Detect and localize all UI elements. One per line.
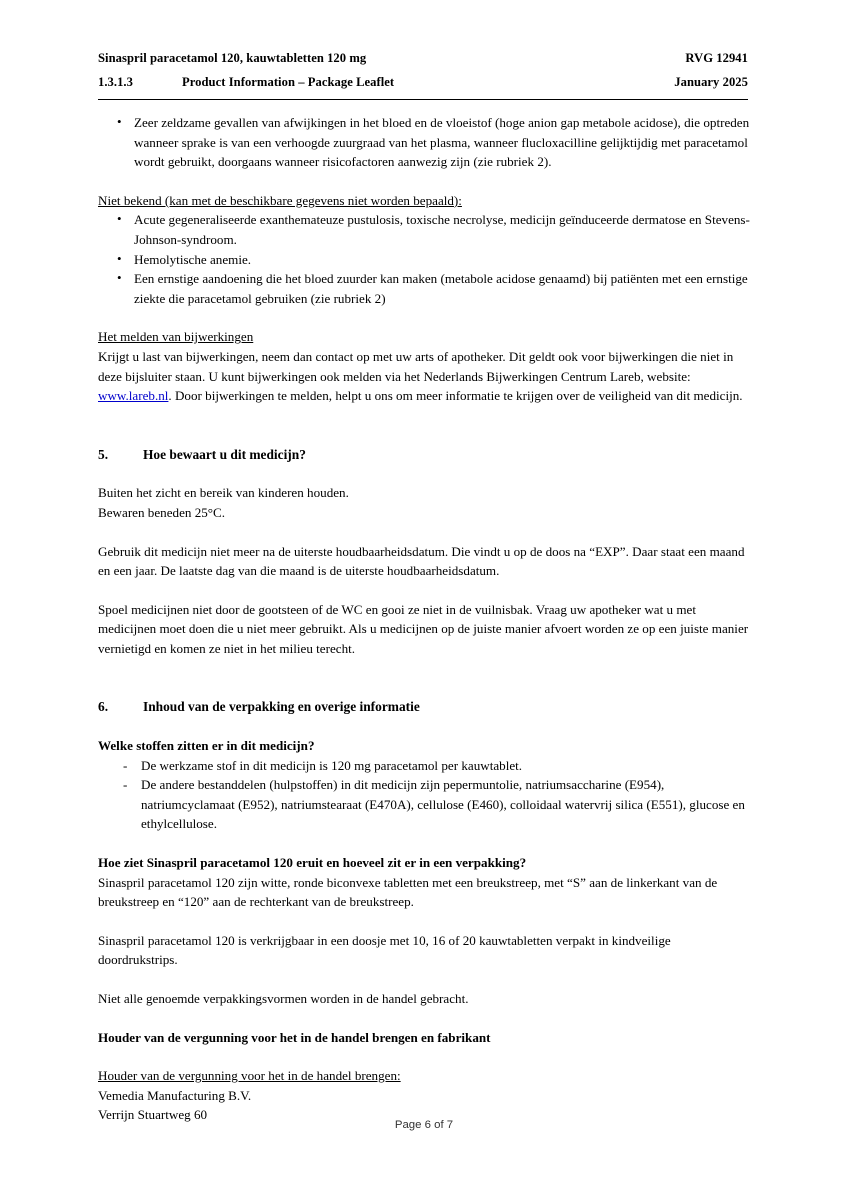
section-6-title: Inhoud van de verpakking en overige informatie <box>143 699 420 715</box>
section-5-number: 5. <box>98 446 109 462</box>
section-6-number: 6. <box>98 699 109 715</box>
substances-list <box>98 756 750 834</box>
appearance-text: Sinaspril paracetamol 120 zijn witte, ronde biconvexe tabletten met een breukstreep, met “S” aan de linkerkant van de breukstreep en “120” aan de rechterkant van de breukstreep. <box>98 874 718 910</box>
document-body <box>98 113 750 1125</box>
spacer <box>98 523 750 542</box>
spacer <box>98 308 750 327</box>
spacer <box>98 581 750 600</box>
spacer <box>98 406 750 445</box>
unknown-frequency-list <box>98 210 750 308</box>
header-row-doc <box>98 72 748 92</box>
holder-sub-heading: Houder van de vergunning voor het in de handel brengen: <box>98 1068 401 1084</box>
document-header <box>98 48 748 92</box>
spacer <box>98 717 750 736</box>
spacer <box>98 1047 750 1066</box>
storage-line-1: Buiten het zicht en bereik van kinderen houden. <box>98 485 349 501</box>
spacer <box>98 172 750 191</box>
header-divider <box>98 99 748 100</box>
unknown-frequency-heading: Niet bekend (kan met de beschikbare gegevens niet worden bepaald): <box>98 192 462 208</box>
reporting-side-effects-text <box>98 347 750 406</box>
lareb-website-link[interactable]: www.lareb.nl <box>98 388 169 404</box>
list-item: • Acute gegeneraliseerde exanthemateuze pustulosis, toxische necrolyse, medicijn geïnduceerde dermatose en Stevens-Johnson-syndroom. <box>98 210 750 249</box>
header-document-code: 1.3.1.3 <box>98 75 133 89</box>
rare-cases-list <box>98 113 750 172</box>
appearance-heading: Hoe ziet Sinaspril paracetamol 120 eruit en hoeveel zit er in een verpakking? <box>98 855 527 871</box>
page-number-label: Page 6 of 7 <box>394 1119 454 1131</box>
section-5-heading <box>98 445 750 465</box>
holder-heading: Houder van de vergunning voor het in de handel brengen en fabrikant <box>98 1029 491 1045</box>
spacer <box>98 464 750 483</box>
spacer <box>98 970 750 989</box>
spacer <box>98 912 750 931</box>
list-item: - De andere bestanddelen (hulpstoffen) in dit medicijn zijn pepermuntolie, natriumsaccharine (E954), natriumcyclamaat (E952), natriumstearaat (E470A), cellulose (E460), colloidaal watervrij silica (E551), glucose en ethylcellulose. <box>98 775 750 834</box>
section-5-title: Hoe bewaart u dit medicijn? <box>143 446 306 462</box>
document-footer <box>0 1119 848 1131</box>
expiry-paragraph: Gebruik dit medicijn niet meer na de uiterste houdbaarheidsdatum. Die vindt u op de doos na “EXP”. Daar staat een maand en een jaar. De laatste dag van die maand is de uiterste houdbaarheidsdatum. <box>98 543 745 579</box>
spacer <box>98 658 750 697</box>
spacer <box>98 834 750 853</box>
header-row-product <box>98 48 748 68</box>
storage-line-2: Bewaren beneden 25°C. <box>98 504 226 520</box>
holder-company-name: Vemedia Manufacturing B.V. <box>98 1087 252 1103</box>
holder-address: Verrijn Stuartweg 60 <box>98 1107 208 1123</box>
disposal-paragraph: Spoel medicijnen niet door de gootsteen of de WC en gooi ze niet in de vuilnisbak. Vraag uw apotheker wat u met medicijnen moet doen die u niet meer gebruikt. Als u medicijnen op de juiste manier afvoert worden ze op een juiste manier vernietigd en komen ze niet in het milieu terecht. <box>98 601 749 656</box>
header-rvg-number: RVG 12941 <box>685 51 748 65</box>
substances-heading: Welke stoffen zitten er in dit medicijn? <box>98 738 315 754</box>
list-item: • Een ernstige aandoening die het bloed zuurder kan maken (metabole acidose genaamd) bij patiënten met een ernstige ziekte die paracetamol gebruiken (zie rubriek 2) <box>98 269 750 308</box>
header-product-name: Sinaspril paracetamol 120, kauwtabletten 120 mg <box>98 51 367 65</box>
list-item: • Zeer zeldzame gevallen van afwijkingen in het bloed en de vloeistof (hoge anion gap metabole acidose), die optreden wanneer sprake is van een verhoogde zuurgraad van het plasma, wanneer flucloxacilline gelijktijdig met paracetamol wordt gebruikt, doorgaans wanneer risicofactoren aanwezig zijn (zie rubriek 2). <box>98 113 750 172</box>
header-date: January 2025 <box>674 75 748 89</box>
packaging-text: Sinaspril paracetamol 120 is verkrijgbaar in een doosje met 10, 16 of 20 kauwtabletten verpakt in kindveilige doordrukstrips. <box>98 932 671 968</box>
reporting-side-effects-heading: Het melden van bijwerkingen <box>98 329 254 345</box>
list-item: • Hemolytische anemie. <box>98 250 750 270</box>
reporting-text-after-link: . Door bijwerkingen te melden, helpt u ons om meer informatie te krijgen over de veiligheid van dit medicijn. <box>168 388 743 404</box>
spacer <box>98 1009 750 1028</box>
header-document-type: Product Information – Package Leaflet <box>182 75 395 89</box>
not-all-packaging-text: Niet alle genoemde verpakkingsvormen worden in de handel gebracht. <box>98 991 469 1006</box>
reporting-text-before-link: Krijgt u last van bijwerkingen, neem dan contact op met uw arts of apotheker. Dit geldt ook voor bijwerkingen die niet in deze bijsluiter staan. U kunt bijwerkingen ook melden via het Nederlands Bijwerkingen Centrum Lareb, website: <box>98 348 734 384</box>
list-item: - De werkzame stof in dit medicijn is 120 mg paracetamol per kauwtablet. <box>98 756 750 776</box>
section-6-heading <box>98 697 750 717</box>
